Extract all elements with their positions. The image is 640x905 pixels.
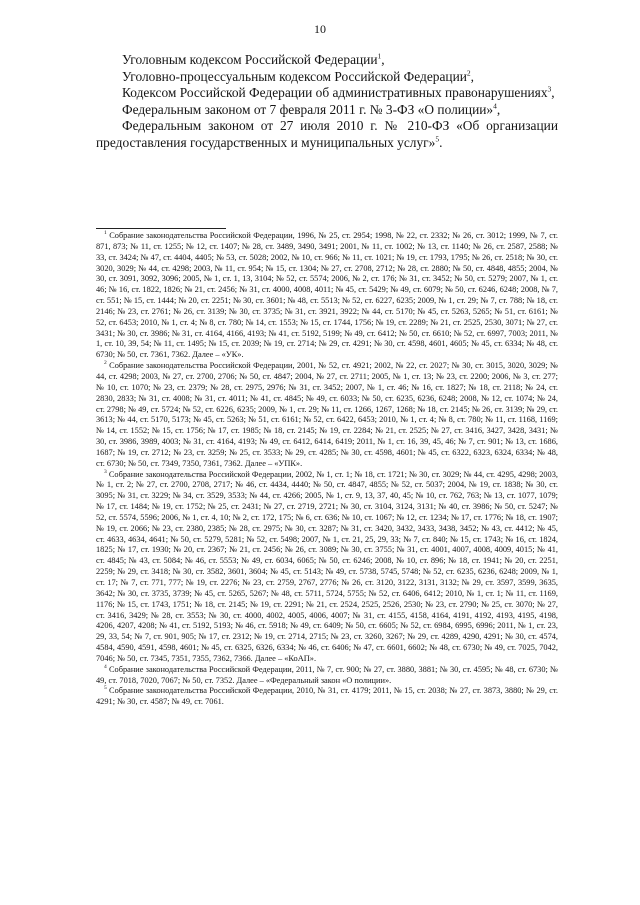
footnote-5 (96, 686, 558, 708)
footnote-number: 5 (104, 685, 107, 692)
footnote-text: Собрание законодательства Российской Федерации, 2002, № 1, ст. 1; № 18, ст. 1721; № 30, ст. 3029; № 44, ст. 4295, 4298; 2003, № 1, ст. 2; № 27, ст. 2700, 2708, 2717; № 46, ст. 4434, 4440; № 50, ст. 4847, 4855; № 52, ст. 5037; 2004, № 19, ст. 1838; № 30, ст. 3095; № 31, ст. 3229; № 34, ст. 3529, 3533; № 44, ст. 4266; 2005, № 1, ст. 9, 13, 37, 40, 45; № 10, ст. 762, 763; № 13, ст. 1077, 1079; № 17, ст. 1484; № 19, ст. 1752; № 25, ст. 2431; № 27, ст. 2719, 2721; № 30, ст. 3104, 3124, 3131; № 40, ст. 3986; № 50, ст. 5247; № 52, ст. 5574, 5596; 2006, № 1, ст. 4, 10; № 2, ст. 172, 175; № 6, ст. 636; № 10, ст. 1067; № 12, ст. 1234; № 17, ст. 1776; № 18, ст. 1907; № 19, ст. 2066; № 23, ст. 2380, 2385; № 28, ст. 2975; № 30, ст. 3287; № 31, ст. 3420, 3432, 3433, 3438, 3452; № 43, ст. 4412; № 45, ст. 4633, 4634, 4641; № 50, ст. 5279, 5281; № 52, ст. 5498; 2007, № 1, ст. 21, 25, 29, 33; № 7, ст. 840; № 15, ст. 1743; № 16, ст. 1824, 1825; № 17, ст. 1930; № 20, ст. 2367; № 21, ст. 2456; № 26, ст. 3089; № 30, ст. 3755; № 31, ст. 4001, 4007, 4008, 4009, 4015; № 41, ст. 4845; № 43, ст. 5084; № 46, ст. 5553; № 49, ст. 6034, 6065; № 50, ст. 6246; 2008, № 10, ст. 896; № 18, ст. 1941; № 20, ст. 2251, 2259; № 29, ст. 3418; № 30, ст. 3582, 3601, 3604; № 45, ст. 5143; № 49, ст. 5738, 5745, 5748; № 52, ст. 6235, 6236, 6248; 2009, № 1, ст. 17; № 7, ст. 771, 777; № 19, ст. 2276; № 23, ст. 2759, 2767, 2776; № 26, ст. 3120, 3122, 3131, 3132; № 29, ст. 3597, 3599, 3635, 3642; № 30, ст. 3735, 3739; № 45, ст. 5265, 5267; № 48, ст. 5711, 5724, 5755; № 52, ст. 6406, 6412; 2010, № 1, ст. 1; № 11, ст. 1169, 1176; № 15, ст. 1743, 1751; № 18, ст. 2145; № 19, ст. 2291; № 21, ст. 2524, 2525, 2526, 2530; № 23, ст. 2790; № 25, ст. 3070; № 27, ст. 3416, 3429; № 28, ст. 3553; № 30, ст. 4000, 4002, 4005, 4006, 4007; № 31, ст. 4155, 4158, 4164, 4191, 4192, 4193, 4195, 4198, 4206, 4207, 4208; № 41, ст. 5192, 5193; № 46, ст. 5918; № 49, ст. 6409; № 50, ст. 6605; № 52, ст. 6984, 6995, 6996; 2011, № 1, ст. 23, 29, 33, 54; № 7, ст. 901, 905; № 17, ст. 2312; № 19, ст. 2714, 2715; № 23, ст. 3260, 3267; № 29, ст. 4289, 4290, 4291; № 30, ст. 4574, 4584, 4590, 4591, 4598, 4601; № 45, ст. 6325, 6326, 6334; № 46, ст. 6406; № 47, ст. 6601, 6602; № 48, ст. 6730; № 49, ст. 7025, 7042, 7046; № 50, ст. 7345, 7351, 7355, 7362, 7366. Далее – «КоАП». (96, 469, 558, 663)
footnote-ref[interactable]: 3 (547, 84, 552, 94)
paragraph-police-law: Федеральным законом от 7 февраля 2011 г. № 3-ФЗ «О полиции»$^4$, (122, 101, 501, 117)
paragraph-criminal-procedure-code: Уголовно-процессуальным кодексом Российской Федерации$^2$, (122, 68, 475, 84)
paragraph-text: Кодексом Российской Федерации об административных правонарушениях (122, 85, 548, 101)
paragraph-administrative-code: Кодексом Российской Федерации об административных правонарушениях$^3$, (122, 84, 555, 101)
footnote-number: 2 (104, 360, 107, 367)
footnote-3 (96, 470, 558, 665)
footnote-text: Собрание законодательства Российской Федерации, 1996, № 25, ст. 2954; 1998, № 22, ст. 2332; № 26, ст. 3012; 1999, № 7, ст. 871, 873; № 11, ст. 1255; № 12, ст. 1407; № 28, ст. 3489, 3490, 3491; 2001, № 11, ст. 1002; № 13, ст. 1140; № 26, ст. 2587, 2588; № 33, ст. 3424; № 47, ст. 4404, 4405; № 53, ст. 5028; 2002, № 10, ст. 966; № 11, ст. 1021; № 19, ст. 1793, 1795; № 26, ст. 2518; № 30, ст. 3020, 3029; № 44, ст. 4298; 2003, № 11, ст. 954; № 15, ст. 1304; № 27, ст. 2708, 2712; № 28, ст. 2880; № 50, ст. 4848, 4855; 2004, № 30, ст. 3091, 3092, 3096; 2005, № 1, ст. 1, 13, 3104; № 52, ст. 5574; 2006, № 2, ст. 176; № 31, ст. 3452; № 50, ст. 5279; 2007, № 1, ст. 46; № 16, ст. 1822, 1826; № 21, ст. 2456; № 31, ст. 4000, 4008, 4011; № 45, ст. 5429; № 49, ст. 6079; № 50, ст. 6246, 6248; 2008, № 7, ст. 551; № 15, ст. 1444; № 20, ст. 2251; № 30, ст. 3601; № 48, ст. 5513; № 52, ст. 6227, 6235; 2009, № 1, ст. 29; № 7, ст. 788; № 18, ст. 2146; № 23, ст. 2761; № 26, ст. 3139; № 30, ст. 3735; № 31, ст. 3921, 3922; № 44, ст. 5170; № 45, ст. 5263, 5265; № 51, ст. 6161; № 52, ст. 6453; 2010, № 1, ст. 4; № 8, ст. 780; № 14, ст. 1553; № 15, ст. 1744, 1756; № 19, ст. 2289; № 21, ст. 2525, 2530, 3071; № 27, ст. 3431; № 30, ст. 3986; № 31, ст. 4164, 4166, 4193; № 41, ст. 5192, 5199; № 49, ст. 6412; № 50, ст. 6610; № 52, ст. 6997, 7003; 2011, № 1, ст. 10, 39, 54; № 11, ст. 1495; № 15, ст. 2039; № 19, ст. 2714; № 29, ст. 4291; № 30, ст. 4598, 4601, 4605; № 45, ст. 6334; № 48, ст. 6730; № 50, ст. 7361, 7362. Далее – «УК». (96, 231, 559, 360)
footnote-text: Собрание законодательства Российской Федерации, 2010, № 31, ст. 4179; 2011, № 15, ст. 2038; № 27, ст. 3873, 3880; № 29, ст. 4291; № 30, ст. 4587; № 49, ст. 7061. (96, 686, 558, 707)
footnote-ref[interactable]: 4 (493, 101, 497, 111)
paragraph-text: Федеральным законом от 7 февраля 2011 г. № 3-ФЗ «О полиции» (122, 101, 494, 117)
main-text (96, 52, 558, 152)
footnote-text: Собрание законодательства Российской Федерации, 2011, № 7, ст. 900; № 27, ст. 3880, 3881; № 30, ст. 4595; № 48, ст. 6730; № 49, ст. 7018, 7020, 7067; № 50, ст. 7352. Далее – «Федеральный закон «О полиции». (96, 664, 558, 685)
footnote-ref[interactable]: 5 (435, 134, 440, 144)
footnotes (96, 231, 558, 708)
footnote-separator (96, 228, 226, 229)
paragraph-criminal-code: Уголовным кодексом Российской Федерации$^1$, (122, 51, 385, 67)
footnote-4 (96, 665, 558, 687)
footnote-number: 3 (104, 468, 107, 475)
page-number: 10 (314, 22, 326, 36)
footnote-ref[interactable]: 2 (466, 68, 471, 78)
paragraph-text: Уголовно-процессуальным кодексом Российской Федерации (122, 68, 467, 84)
footnote-number: 4 (104, 663, 107, 670)
paragraph-text: Уголовным кодексом Российской Федерации (122, 52, 378, 67)
paragraph-public-services-law: Федеральным законом от 27 июля 2010 г. № 210-ФЗ «Об организации предоставления государственных и муниципальных услуг»$^5$. (96, 118, 558, 150)
footnote-number: 1 (104, 230, 107, 237)
footnote-text: Собрание законодательства Российской Федерации, 2001, № 52, ст. 4921; 2002, № 22, ст. 2027; № 30, ст. 3015, 3020, 3029; № 44, ст. 4298; 2003, № 27, ст. 2700, 2706; № 50, ст. 4847; 2004, № 27, ст. 2711; 2005, № 1, ст. 13; № 23, ст. 2200; 2006, № 3, ст. 277; № 10, ст. 1070; № 23, ст. 2379; № 28, ст. 2975, 2976; № 31, ст. 3452; 2007, № 1, ст. 46; № 16, ст. 1827; № 18, ст. 2118; № 24, ст. 2830, 2833; № 31, ст. 4008; № 31, ст. 4011; № 41, ст. 4845; № 49, ст. 6033; № 50, ст. 6235, 6236, 6248; 2008, № 12, ст. 1074; № 24, ст. 2798; № 49, ст. 5724; № 52, ст. 6226, 6235; 2009, № 1, ст. 29; № 11, ст. 1266, 1267, 1268; № 18, ст. 2145; № 26, ст. 3139; № 29, ст. 3613; № 44, ст. 5170, 5173; № 45, ст. 5263; № 51, ст. 6161; № 52, ст. 6422, 6453; 2010, № 1, ст. 4; № 8, ст. 780; № 11, ст. 1168, 1169; № 14, ст. 1552; № 15, ст. 1756; № 17, ст. 1985; № 18, ст. 2145; № 19, ст. 2284; № 21, ст. 2525; № 27, ст. 3416, 3427, 3428, 3431; № 30, ст. 3986, 3989, 4003; № 31, ст. 4164, 4193; № 49, ст. 6412, 6414, 6419; 2011, № 1, ст. 16, 39, 45, 46; № 7, ст. 901; № 13, ст. 1686, 1687; № 19, ст. 2712; № 23, ст. 3259; № 25, ст. 3533; № 29, ст. 4285; № 30, ст. 4598, 4601; № 45, ст. 6322, 6323, 6324, 6334; № 48, ст. 6730; № 50, ст. 7349, 7350, 7361, 7362. Далее – «УПК». (96, 361, 558, 468)
paragraph-text: Федеральным законом от 27 июля 2010 г. № 210-ФЗ «Об организации предоставления государственных и муниципальных услуг» (96, 118, 558, 150)
footnote-ref[interactable]: 1 (377, 51, 382, 61)
footnote-1 (96, 231, 558, 361)
footnote-2 (96, 361, 558, 469)
